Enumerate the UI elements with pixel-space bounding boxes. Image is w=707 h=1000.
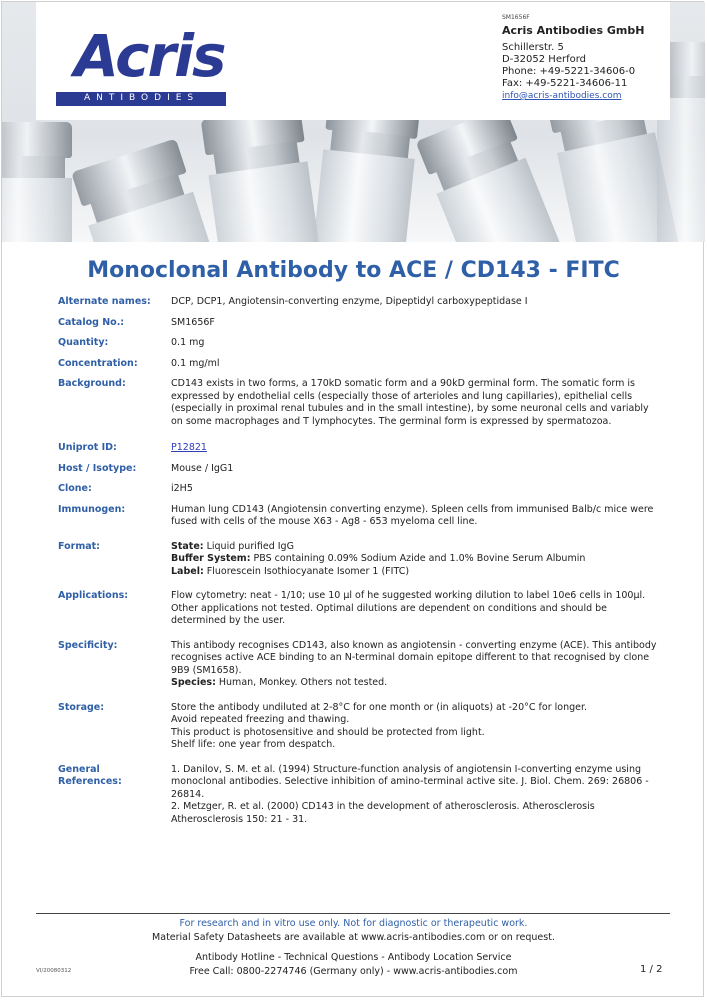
spec-row — [58, 463, 658, 484]
field-value: CD143 exists in two forms, a 170kD somatic form and a 90kD germinal form. The somatic form is expressed by endothelial cells (especially those of arterioles and lung capillaries), epithelial cells (especially in proximal renal tubules and in the small intestine), by some neuronal cells and variably on some macrophages and T lymphocytes. The germinal form is expressed by spermatozoa. — [171, 378, 649, 427]
storage-line: Shelf life: one year from despatch. — [171, 739, 336, 750]
field-label: Concentration: — [58, 357, 138, 369]
field-value: DCP, DCP1, Angiotensin-converting enzyme, Dipeptidyl carboxypeptidase I — [171, 296, 528, 307]
specificity-text: This antibody recognises CD143, also known as angiotensin - converting enzyme (ACE). This antibody recognises active ACE binding to an N-terminal domain epitope different to that recognised by clone 9B9 (SM1658). — [171, 639, 657, 676]
field-value: 0.1 mg — [171, 337, 205, 348]
spec-row — [58, 483, 658, 504]
logo-subtitle: ANTIBODIES — [84, 93, 200, 103]
field-label: Host / Isotype: — [58, 462, 137, 474]
spec-row — [58, 702, 658, 764]
field-value: 0.1 mg/ml — [171, 357, 220, 369]
spec-table — [58, 296, 658, 834]
spec-row — [58, 442, 658, 463]
field-label: General References: — [58, 763, 122, 787]
email-link[interactable]: info@acris-antibodies.com — [502, 91, 622, 101]
field-label: Clone: — [58, 483, 92, 494]
footer-divider — [36, 913, 670, 914]
spec-row — [58, 337, 658, 358]
vial-image — [201, 106, 324, 242]
version-code: VI/20080312 — [36, 968, 72, 974]
vial-image — [2, 122, 72, 242]
field-label: Applications: — [58, 590, 129, 601]
format-label: Label: Fluorescein Isothiocyanate Isomer 1 (FITC) — [171, 565, 410, 577]
field-value: Human lung CD143 (Angiotensin converting enzyme). Spleen cells from immunised Balb/c mice were fused with cells of the mouse X63 - Ag8 - 653 myeloma cell line. — [171, 503, 654, 527]
field-label: Format: — [58, 540, 100, 552]
page-number: 1 / 2 — [640, 964, 663, 975]
research-notice: For research and in vitro use only. Not for diagnostic or therapeutic work. — [179, 918, 528, 929]
vial-image — [416, 106, 565, 242]
product-title: Monoclonal Antibody to ACE / CD143 - FITC — [87, 258, 620, 283]
storage-line: Store the antibody undiluted at 2-8°C for one month or (in aliquots) at -20°C for longer. — [171, 701, 588, 713]
field-label: Background: — [58, 378, 126, 389]
uniprot-link[interactable]: P12821 — [171, 442, 207, 453]
field-value — [171, 590, 658, 640]
freecall-text: Free Call: 0800-2274746 (Germany only) - www.acris-antibodies.com — [189, 966, 518, 977]
storage-line: Avoid repeated freezing and thawing. — [171, 714, 350, 725]
spec-row — [58, 764, 658, 835]
logo-wordmark: Acris — [74, 22, 225, 90]
specificity-species: Species: Human, Monkey. Others not tested. — [171, 677, 388, 688]
format-state: State: Liquid purified IgG — [171, 540, 294, 552]
field-value — [171, 442, 658, 463]
field-value — [171, 702, 658, 764]
hotline-text: Antibody Hotline - Technical Questions - Antibody Location Service — [195, 952, 512, 963]
field-value: i2H5 — [171, 483, 193, 494]
company-address — [502, 14, 644, 102]
phone: Phone: +49-5221-34606-0 — [502, 66, 636, 77]
city: D-32052 Herford — [502, 54, 587, 65]
spec-row — [58, 541, 658, 591]
vial-image — [71, 138, 219, 242]
field-value — [171, 764, 658, 835]
field-label: Alternate names: — [58, 296, 151, 307]
field-value: SM1656F — [171, 316, 215, 328]
field-label: Storage: — [58, 701, 105, 713]
spec-row — [58, 378, 658, 442]
spec-row — [58, 296, 658, 317]
applications-line: Flow cytometry: neat - 1/10; use 10 µl of he suggested working dilution to label 10e6 cells in 100µl. — [171, 590, 646, 601]
field-label: Specificity: — [58, 639, 118, 651]
msds-notice: Material Safety Datasheets are available at www.acris-antibodies.com or on request. — [152, 932, 555, 943]
reference-item: 2. Metzger, R. et al. (2000) CD143 in the development of atherosclerosis. Atherosclerosis Atherosclerosis 150: 21 - 31. — [171, 801, 595, 825]
spec-row — [58, 504, 658, 541]
catalog-code: SM1656F — [502, 14, 530, 21]
field-label: Immunogen: — [58, 503, 126, 515]
field-value — [171, 640, 658, 702]
company-name: Acris Antibodies GmbH — [502, 24, 645, 37]
spec-row — [58, 317, 658, 338]
spec-row — [58, 640, 658, 702]
spec-row — [58, 358, 658, 379]
fax: Fax: +49-5221-34606-11 — [502, 78, 628, 89]
applications-line: Other applications not tested. Optimal dilutions are dependent on conditions and should be determined by the user. — [171, 602, 608, 626]
field-label: Uniprot ID: — [58, 442, 117, 453]
storage-line: This product is photosensitive and should be protected from light. — [171, 726, 485, 738]
field-value — [171, 541, 658, 591]
acris-logo — [56, 22, 226, 108]
field-value: Mouse / IgG1 — [171, 462, 234, 474]
format-buffer: Buffer System: PBS containing 0.09% Sodium Azide and 1.0% Bovine Serum Albumin — [171, 553, 586, 564]
street: Schillerstr. 5 — [502, 42, 564, 53]
spec-row — [58, 590, 658, 640]
field-label: Catalog No.: — [58, 316, 125, 328]
reference-item: 1. Danilov, S. M. et al. (1994) Structure-function analysis of angiotensin I-converting enzyme using monoclonal antibodies. Selective inhibition of amino-terminal active site. J. Biol. Chem. 269: 26806 - 26814. — [171, 763, 649, 800]
field-label: Quantity: — [58, 337, 109, 348]
